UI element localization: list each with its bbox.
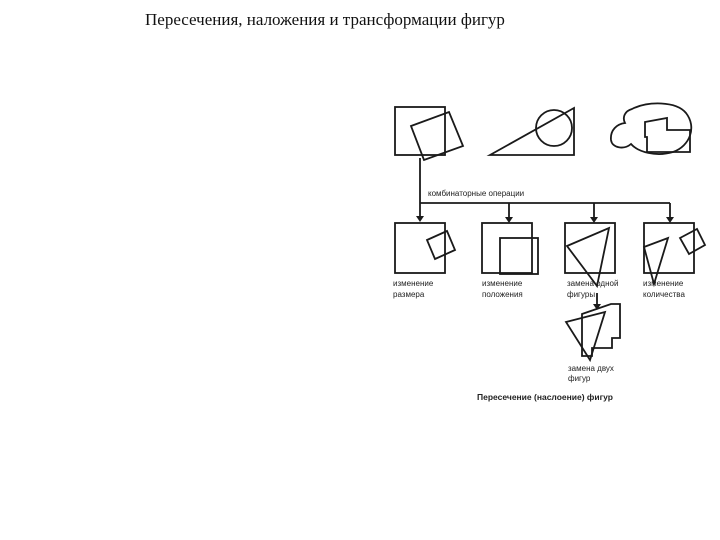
op-position-figure [482,223,538,274]
diagram-caption: Пересечение (наслоение) фигур [477,392,613,402]
op-replace-one-figure [565,223,615,286]
op-size-figure [395,223,455,273]
op-count-figure [644,223,705,284]
op-size-label-2: размера [393,290,425,299]
connector-lines [420,158,670,218]
op-replace-one-label-2: фигуры [567,290,596,299]
source-square-with-rotated-square [395,107,463,160]
connector-label: комбинаторные операции [428,189,525,198]
op-count-label-2: количества [643,290,685,299]
op-replace-two-label-1: замена двух [568,364,614,373]
op-position-label-2: положения [482,290,523,299]
op-replace-one-label-1: замена одной [567,279,619,288]
op-count-label-1: изменение [643,279,684,288]
source-triangle-with-circle [490,108,574,155]
op-replace-two-figure [566,304,620,360]
op-replace-two-label-2: фигур [568,374,591,383]
source-blob-with-stepped-shape [611,103,691,154]
op-size-label-1: изменение [393,279,434,288]
slide-title: Пересечения, наложения и трансформации фигур [145,10,505,29]
arrow-heads [416,216,674,223]
op-position-label-1: изменение [482,279,523,288]
